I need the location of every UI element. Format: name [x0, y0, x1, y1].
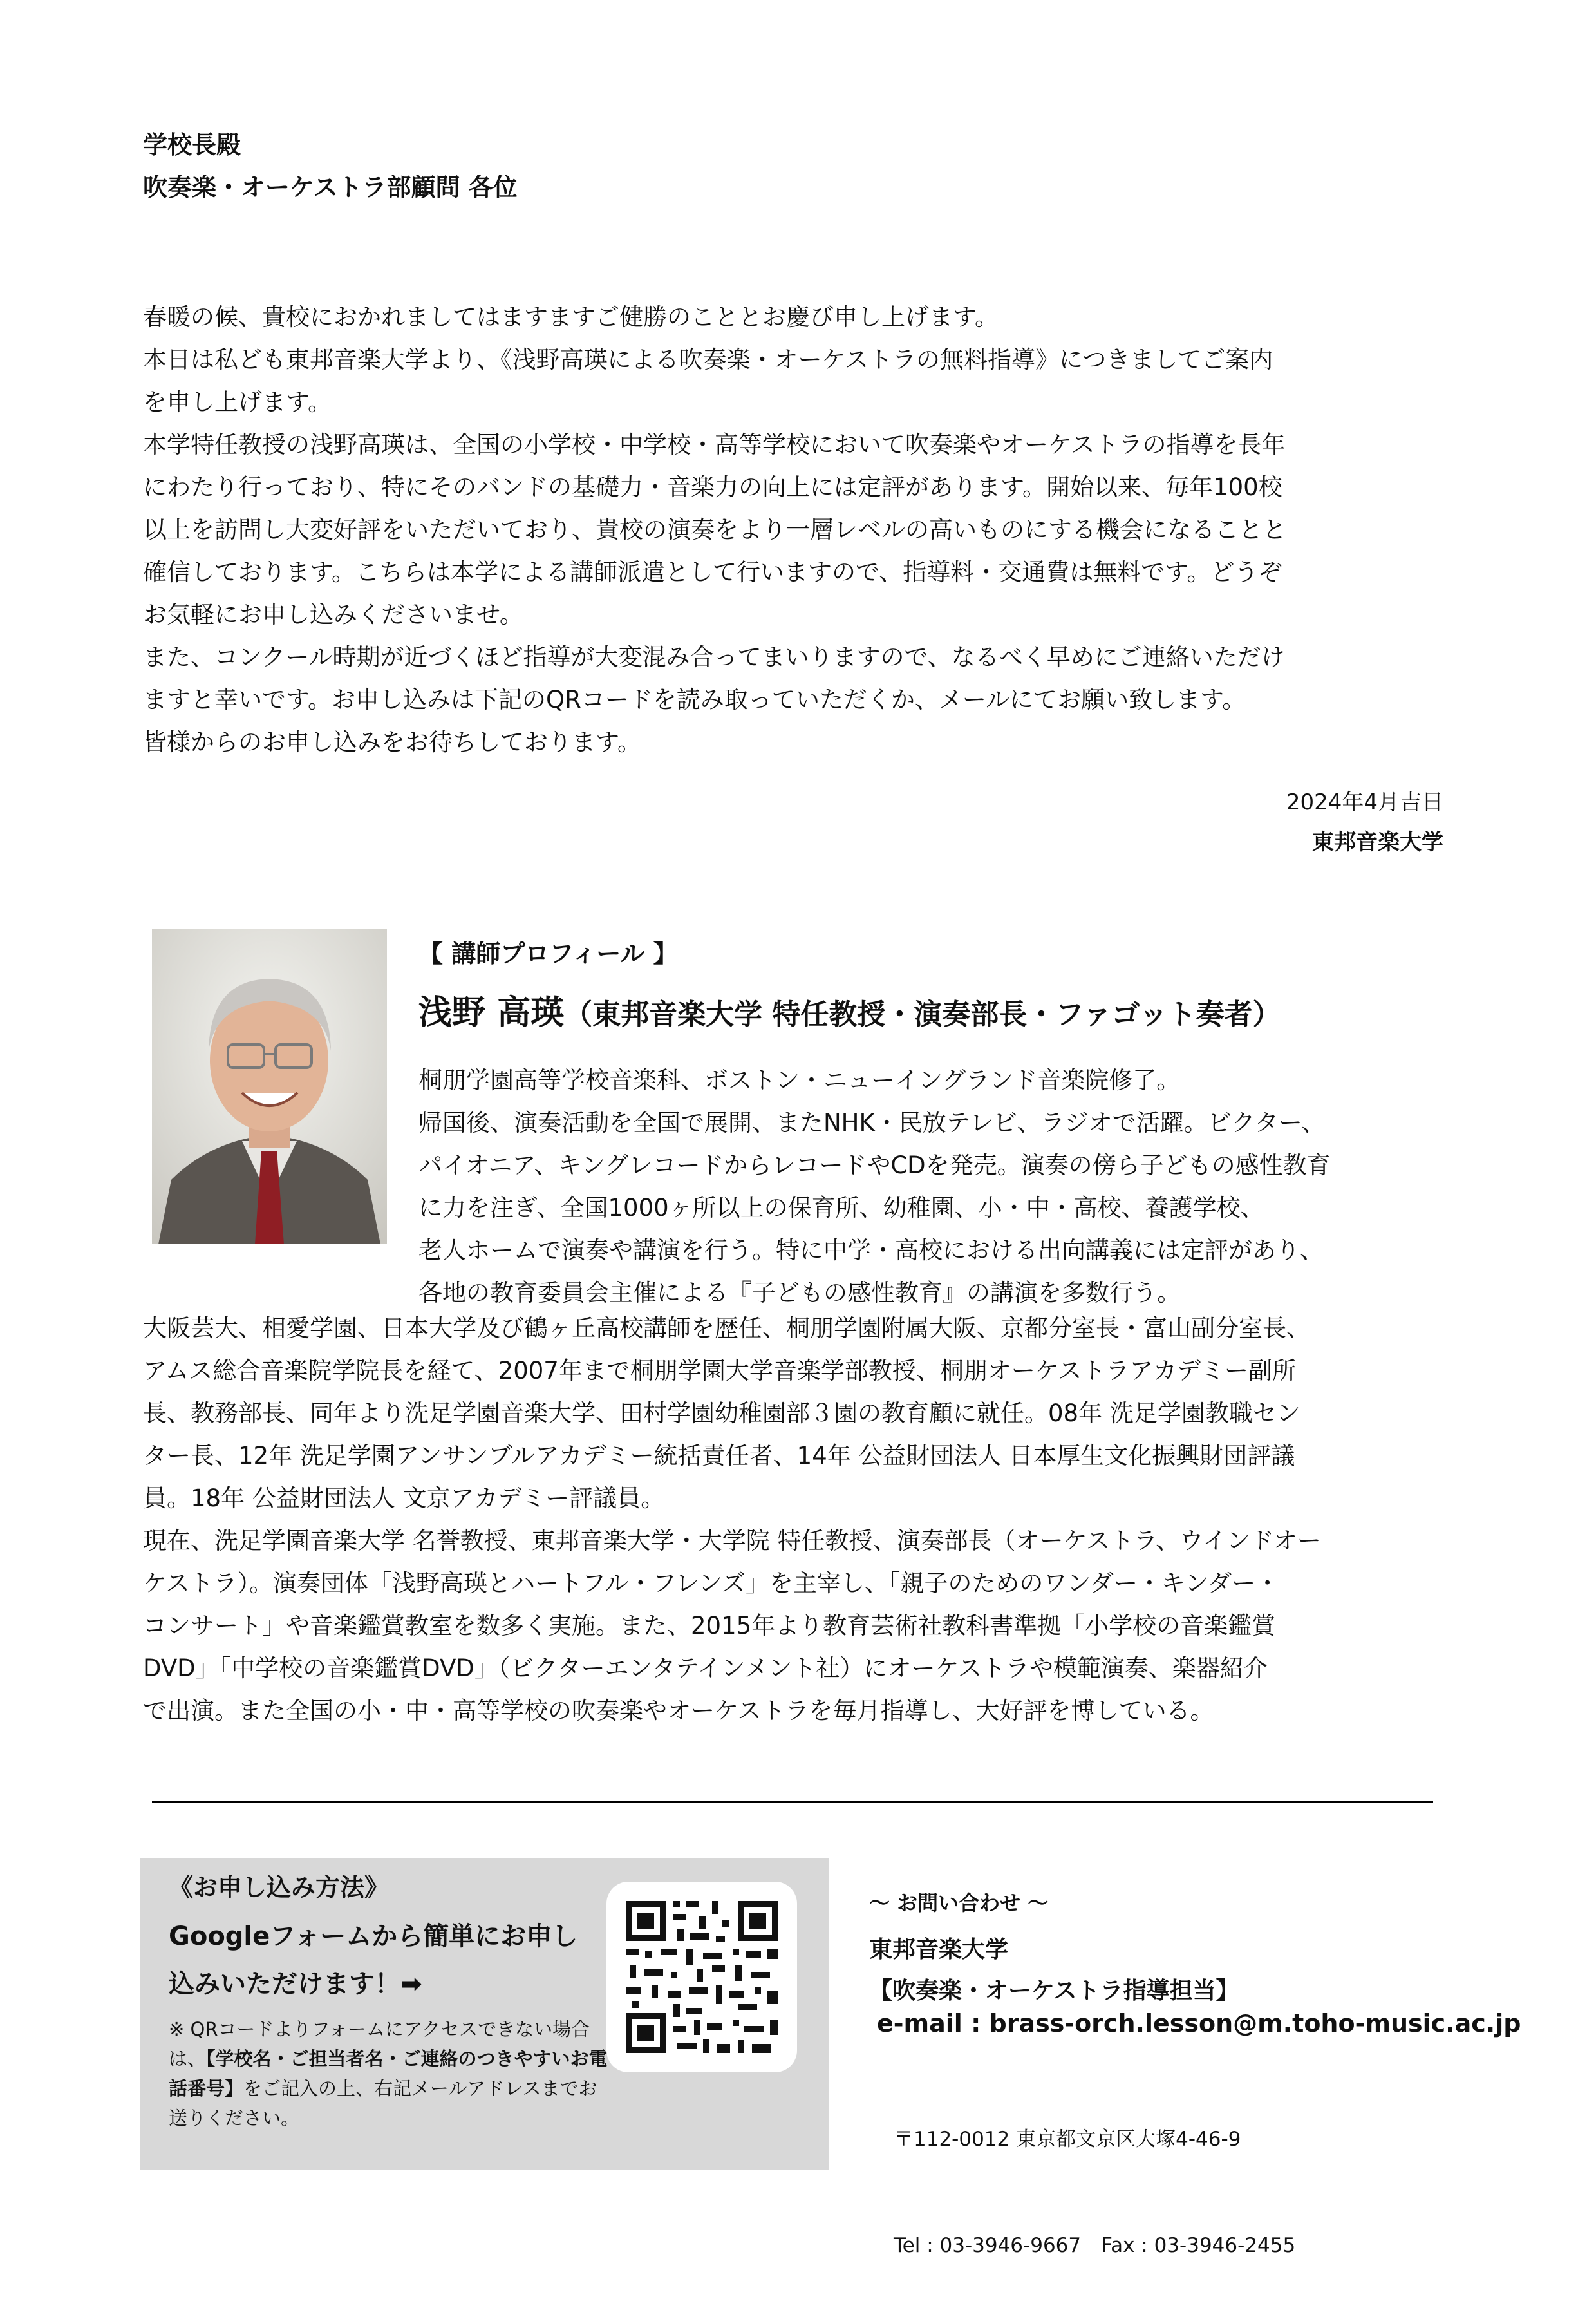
bio-line: ター長、12年 洗足学園アンサンブルアカデミー統括責任者、14年 公益財団法人 日本厚生文化振興財団評議: [143, 1442, 1295, 1470]
note-suffix: をご記入の上、右記メールアドレスまでお送りください。: [169, 2077, 597, 2129]
instructor-title: （東邦音楽大学 特任教授・演奏部長・ファゴット奏者）: [564, 998, 1281, 1031]
section-divider: [152, 1801, 1433, 1803]
bio-line: コンサート」や音楽鑑賞教室を数多く実施。また、2015年より教育芸術社教科書準拠「小学校の音楽鑑賞: [143, 1612, 1276, 1640]
body-line: また、コンクール時期が近づくほど指導が大変混み合ってまいりますので、なるべく早めにご連絡いただけ: [143, 643, 1285, 671]
addressee-principal: 学校長殿: [143, 131, 241, 159]
bio-line: 現在、洗足学園音楽大学 名誉教授、東邦音楽大学・大学院 特任教授、演奏部長（オーケストラ、ウインドオー: [143, 1527, 1321, 1555]
bio-line: 大阪芸大、相愛学園、日本大学及び鶴ヶ丘高校講師を歴任、桐朋学園附属大阪、京都分室長・富山副分室長、: [143, 1314, 1310, 1342]
application-lead: Googleフォームから簡単にお申し込みいただけます！➡: [169, 1922, 578, 1999]
bio-line: ケストラ）。演奏団体「浅野高瑛とハートフル・フレンズ」を主宰し、「親子のためのワンダー・キンダー・: [143, 1569, 1280, 1597]
body-line: 本学特任教授の浅野高瑛は、全国の小学校・中学校・高等学校において吹奏楽やオーケストラの指導を長年: [143, 431, 1286, 459]
addressee: [143, 124, 518, 209]
instructor-name: 浅野 高瑛: [418, 994, 565, 1032]
bio-line: DVD」「中学校の音楽鑑賞DVD」（ビクターエンタテインメント社）にオーケストラや模範演奏、楽器紹介: [143, 1654, 1268, 1682]
qr-code-card[interactable]: [606, 1882, 797, 2072]
profile-name-row: [418, 985, 1281, 1034]
profile-line: に力を注ぎ、全国1000ヶ所以上の保育所、幼稚園、小・中・高校、養護学校、: [418, 1194, 1264, 1222]
letter-body: [143, 296, 1456, 764]
body-line: 確信しております。こちらは本学による講師派遣として行いますので、指導料・交通費は無料です。どうぞ: [143, 558, 1282, 586]
body-line: お気軽にお申し込みくださいませ。: [143, 601, 523, 629]
application-title: 《お申し込み方法》: [169, 1873, 390, 1902]
body-line: 皆様からのお申し込みをお待ちしております。: [143, 728, 642, 756]
profile-heading: 【 講師プロフィール 】: [418, 940, 678, 968]
body-line: 以上を訪問し大変好評をいただいており、貴校の演奏をより一層レベルの高いものにする機会になることと: [143, 516, 1286, 544]
bio-line: 員。18年 公益財団法人 文京アカデミー評議員。: [143, 1484, 665, 1512]
qr-code-icon[interactable]: [606, 1882, 797, 2072]
body-line: ますと幸いです。お申し込みは下記のQRコードを読み取っていただくか、メールにてお願い致します。: [143, 686, 1246, 714]
contact-address-block: [894, 2051, 1295, 2299]
bio-line: 長、教務部長、同年より洗足学園音楽大学、田村学園幼稚園部３園の教育顧に就任。08年 洗足学園教職セン: [143, 1399, 1300, 1427]
profile-line: 帰国後、演奏活動を全国で展開、またNHK・民放テレビ、ラジオで活躍。ビクター、: [418, 1109, 1326, 1137]
profile-line: パイオニア、キングレコードからレコードやCDを発売。演奏の傍ら子どもの感性教育: [418, 1151, 1331, 1179]
body-line: 本日は私ども東邦音楽大学より、《浅野高瑛による吹奏楽・オーケストラの無料指導》につきましてご案内: [143, 346, 1273, 374]
contact-phone-fax: Tel : 03-3946-9667 Fax : 03-3946-2455: [894, 2234, 1296, 2257]
profile-line: 桐朋学園高等学校音楽科、ボストン・ニューイングランド音楽院修了。: [418, 1066, 1181, 1094]
profile-bio: [143, 1307, 1482, 1732]
application-note: [169, 2014, 613, 2133]
body-line: にわたり行っており、特にそのバンドの基礎力・音楽力の向上には定評があります。開始以来、毎年100校: [143, 473, 1282, 501]
letter-date: 2024年4月吉日: [1286, 790, 1443, 815]
contact-department: 【吹奏楽・オーケストラ指導担当】: [869, 1978, 1239, 2004]
note-required-info: 【学校名・ご担当者名・ご連絡のつきやすいお電話番号】: [169, 2048, 608, 2099]
profile-line: 各地の教育委員会主催による『子どもの感性教育』の講演を多数行う。: [418, 1279, 1181, 1307]
note-prefix: ※ QRコードよりフォームにアクセスできない場合は、: [169, 2018, 590, 2070]
letter-sender: 東邦音楽大学: [1312, 829, 1443, 855]
contact-org-name: 東邦音楽大学: [869, 1936, 1009, 1963]
contact-heading: 〜 お問い合わせ 〜: [869, 1891, 1049, 1915]
body-line: を申し上げます。: [143, 388, 332, 416]
bio-line: アムス総合音楽院学院長を経て、2007年まで桐朋学園大学音楽学部教授、桐朋オーケストラアカデミー副所: [143, 1357, 1296, 1385]
addressee-advisors: 吹奏楽・オーケストラ部顧問 各位: [143, 173, 518, 202]
profile-line: 老人ホームで演奏や講演を行う。特に中学・高校における出向講義には定評があり、: [418, 1236, 1324, 1264]
bio-line: で出演。また全国の小・中・高等学校の吹奏楽やオーケストラを毎月指導し、大好評を博している。: [143, 1697, 1214, 1725]
signature-block: [1094, 782, 1443, 862]
body-line: 春暖の候、貴校におかれましてはますますご健勝のこととお慶び申し上げます。: [143, 303, 999, 331]
profile-summary: [418, 1059, 1474, 1314]
contact-organization: [869, 1929, 1239, 2012]
portrait-photo: [152, 929, 387, 1244]
contact-address: 〒112-0012 東京都文京区大塚4-46-9: [894, 2128, 1241, 2151]
contact-email-link[interactable]: e-mail : brass-orch.lesson@m.toho-music.ac.jp: [877, 2009, 1521, 2038]
